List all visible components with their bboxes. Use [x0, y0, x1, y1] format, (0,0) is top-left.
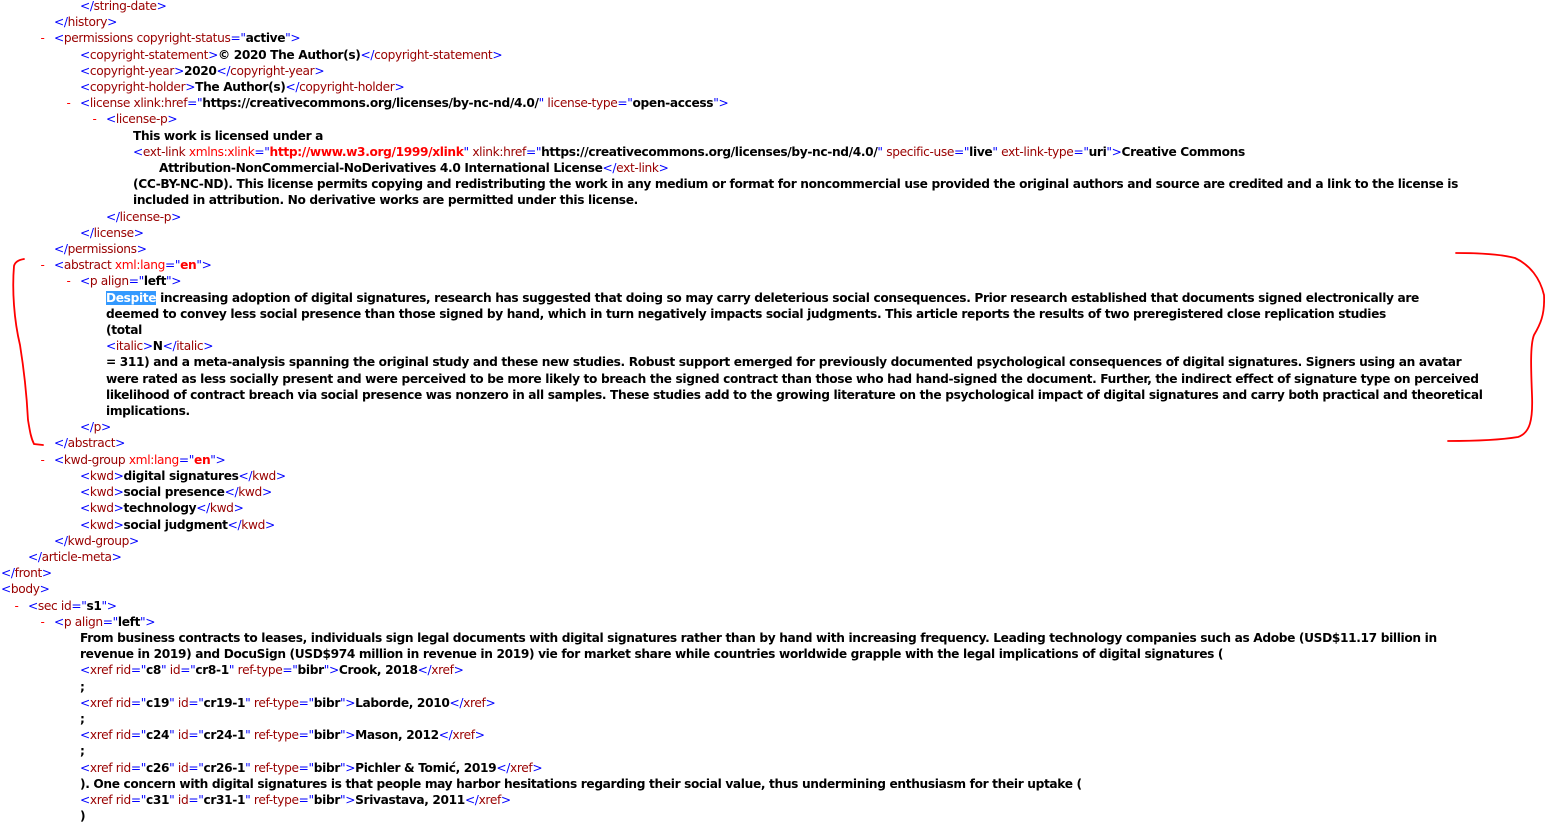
- attr-value: c8: [145, 663, 161, 678]
- xml-node-permissions: - <permissions copyright-status="active">: [39, 31, 301, 46]
- text-content: N: [152, 339, 163, 354]
- tag-name: license-p: [115, 112, 168, 127]
- xml-node-xref: <xref rid="c19" id="cr19-1" ref-type="bibr">Laborde, 2010</xref>: [80, 695, 496, 710]
- collapse-toggle[interactable]: -: [39, 452, 46, 467]
- tag-name: history: [67, 15, 108, 30]
- tag-name: string-date: [93, 0, 157, 13]
- xml-line-kwd-group-close: </kwd-group>: [54, 533, 139, 548]
- attr-name: xlink:href: [472, 144, 526, 159]
- xml-text-line: [0, 176, 1545, 208]
- attr-name: ref-type: [253, 792, 299, 807]
- attr-name: align: [74, 614, 103, 629]
- citation-text: Laborde, 2010: [355, 695, 450, 710]
- xml-node-kwd-group: - <kwd-group xml:lang="en">: [39, 452, 226, 467]
- attr-name: xlink:href: [133, 96, 188, 111]
- attr-value: bibr: [313, 695, 340, 710]
- text-content: 2020: [183, 63, 217, 78]
- tag-name: xref: [89, 728, 113, 743]
- tag-name: p: [89, 274, 98, 289]
- tag-name: kwd: [252, 468, 276, 483]
- tag-name: kwd-group: [67, 533, 130, 548]
- tag-name: kwd: [89, 501, 114, 516]
- xml-node-ext-link: <ext-link xmlns:xlink="http://www.w3.org/1999/xlink" xlink:href="https://creativecommons.org/licenses/by-nc-nd/4.0/" specific-use="live" ext-link-type="uri">Creative Commons: [133, 144, 1245, 159]
- attr-name: id: [177, 695, 189, 710]
- attr-name: copyright-status: [136, 31, 231, 46]
- attr-value: cr8-1: [195, 663, 229, 678]
- xml-node-abstract: - <abstract xml:lang="en">: [39, 258, 212, 273]
- abstract-text: [0, 354, 1545, 419]
- attr-name: id: [60, 598, 72, 613]
- xml-node-xref: <xref rid="c31" id="cr31-1" ref-type="bibr">Srivastava, 2011</xref>: [80, 792, 511, 807]
- attr-value: cr26-1: [203, 760, 246, 775]
- tag-name: p: [93, 420, 102, 435]
- xml-node-copyright-statement: <copyright-statement>© 2020 The Author(s)</copyright-statement>: [80, 47, 503, 62]
- text-content: The Author(s): [195, 80, 286, 95]
- attr-name: rid: [115, 792, 131, 807]
- xml-node-license-p: - <license-p>: [91, 112, 178, 127]
- tag-name: kwd: [89, 485, 114, 500]
- attr-name: xml:lang: [114, 258, 165, 273]
- tag-name: ext-link: [142, 144, 186, 159]
- collapse-toggle[interactable]: -: [13, 598, 20, 613]
- xml-text-line: [0, 679, 1545, 695]
- citation-text: Pichler & Tomić, 2019: [355, 760, 497, 775]
- text-content: ;: [80, 711, 85, 726]
- xml-node-p: - <p align="left">: [39, 614, 156, 629]
- keyword: digital signatures: [123, 468, 239, 483]
- tag-name: license-p: [119, 209, 172, 224]
- attr-value: live: [969, 144, 993, 159]
- xml-line-license-close: </license>: [80, 225, 144, 240]
- attr-value: bibr: [313, 728, 340, 743]
- tag-name: copyright-year: [89, 63, 175, 78]
- citation-text: Mason, 2012: [355, 728, 439, 743]
- keyword: social presence: [123, 485, 225, 500]
- attr-value: cr31-1: [203, 792, 246, 807]
- xml-text-line: [0, 711, 1545, 727]
- collapse-toggle[interactable]: -: [39, 614, 46, 629]
- xml-line-license-p-close: </license-p>: [106, 209, 182, 224]
- attr-name: rid: [115, 663, 131, 678]
- tag-name: p: [63, 614, 72, 629]
- text-content: ;: [80, 744, 85, 759]
- xml-line-p-close: </p>: [80, 420, 111, 435]
- tag-name: xref: [478, 792, 501, 807]
- tag-name: xref: [89, 695, 113, 710]
- citation-text: Srivastava, 2011: [355, 792, 465, 807]
- attr-value: left: [117, 614, 141, 629]
- xml-line-abstract-close: </abstract>: [54, 436, 125, 451]
- xml-node-p: - <p align="left">: [65, 274, 182, 289]
- tag-name: body: [10, 582, 40, 597]
- attr-name: id: [177, 760, 189, 775]
- collapse-toggle[interactable]: -: [91, 112, 98, 127]
- attr-name: id: [177, 728, 189, 743]
- tag-name: ext-link: [616, 161, 659, 176]
- text-content: © 2020 The Author(s): [218, 47, 361, 62]
- collapse-toggle[interactable]: -: [65, 274, 72, 289]
- xml-node-body: <body>: [1, 582, 50, 597]
- attr-value: en: [194, 452, 211, 467]
- tag-name: kwd-group: [63, 452, 126, 467]
- attr-value: http://www.w3.org/1999/xlink: [269, 144, 464, 159]
- xml-node-xref: <xref rid="c8" id="cr8-1" ref-type="bibr">Crook, 2018</xref>: [80, 663, 464, 678]
- xml-text-line: [0, 743, 1545, 759]
- attr-name: id: [169, 663, 181, 678]
- tag-name: xref: [463, 695, 486, 710]
- attr-value: left: [143, 274, 167, 289]
- tag-name: permissions: [63, 31, 133, 46]
- tag-name: copyright-statement: [374, 47, 493, 62]
- attr-name: align: [100, 274, 129, 289]
- attr-value: cr24-1: [203, 728, 246, 743]
- tag-name: xref: [89, 760, 113, 775]
- attr-value: c26: [145, 760, 170, 775]
- tag-name: sec: [37, 598, 58, 613]
- tag-name: kwd: [89, 517, 114, 532]
- xml-node-kwd: <kwd>social judgment</kwd>: [80, 517, 275, 532]
- text-content: Creative Commons: [1121, 144, 1245, 159]
- body-text: [0, 630, 1545, 662]
- xml-node-sec: - <sec id="s1">: [13, 598, 117, 613]
- attr-name: specific-use: [886, 144, 955, 159]
- attr-name: rid: [115, 728, 131, 743]
- tag-name: copyright-holder: [299, 80, 395, 95]
- attr-name: rid: [115, 695, 131, 710]
- attr-name: license-type: [547, 96, 618, 111]
- tag-name: abstract: [67, 436, 116, 451]
- xml-node-license: - <license xlink:href="https://creativecommons.org/licenses/by-nc-nd/4.0/" license-type="open-access">: [65, 96, 729, 111]
- attr-value: bibr: [313, 792, 340, 807]
- citation-text: Crook, 2018: [338, 663, 418, 678]
- attr-value: open-access: [632, 96, 714, 111]
- attr-value: active: [245, 31, 286, 46]
- tag-name: permissions: [67, 242, 137, 257]
- text-content: increasing adoption of digital signatures, research has suggested that doing so may carry deleterious social consequences. Prior research established that documents signed electronically are deemed to convey less social presence than those signed by hand, which in turn negatively impacts social judgments. This article reports the results of two preregistered close replication studies (total: [106, 290, 1419, 338]
- text-content: (CC-BY-NC-ND). This license permits copying and redistributing the work in any medium or format for noncommercial use provided the original authors and source are credited and a link to the license is included in attribution. No derivative works are permitted under this license.: [133, 177, 1459, 208]
- text-content: From business contracts to leases, individuals sign legal documents with digital signatures rather than by hand with increasing frequency. Leading technology companies such as Adobe (USD$11.17 billion in revenue in 2019) and DocuSign (USD$974 million in revenue in 2019) vie for market share while countries worldwide grapple with the legal implications of digital signatures (: [80, 630, 1437, 662]
- attr-value: cr19-1: [203, 695, 246, 710]
- tag-name: copyright-statement: [89, 47, 209, 62]
- tag-name: kwd: [89, 468, 114, 483]
- xml-node-italic: <italic>N</italic>: [106, 339, 214, 354]
- tag-name: front: [14, 566, 42, 581]
- attr-value: s1: [86, 598, 102, 613]
- tag-name: italic: [115, 339, 143, 354]
- xml-line-front-close: </front>: [1, 566, 52, 581]
- attr-value: en: [180, 258, 197, 273]
- link-url: https://creativecommons.org/licenses/by-nc-nd/4.0/: [541, 144, 878, 159]
- tag-name: license: [89, 96, 130, 111]
- attr-name: id: [177, 792, 189, 807]
- attr-name: ref-type: [253, 695, 299, 710]
- tag-name: xref: [89, 663, 113, 678]
- attr-value: c31: [145, 792, 170, 807]
- collapse-toggle[interactable]: -: [65, 96, 72, 111]
- xml-text-line: Attribution-NonCommercial-NoDerivatives 4.0 International License</ext-link>: [159, 161, 669, 176]
- text-content: ). One concern with digital signatures is that people may harbor hesitations regarding their social value, thus undermining enthusiasm for their uptake (: [80, 776, 1082, 791]
- attr-name: xml:lang: [128, 452, 179, 467]
- collapse-toggle[interactable]: -: [39, 258, 46, 273]
- tag-name: xref: [89, 792, 113, 807]
- xml-node-xref: <xref rid="c26" id="cr26-1" ref-type="bibr">Pichler & Tomić, 2019</xref>: [80, 760, 543, 775]
- xml-node-kwd: <kwd>digital signatures</kwd>: [80, 468, 286, 483]
- text-content: Attribution-NonCommercial-NoDerivatives 4.0 International License: [159, 161, 603, 176]
- attr-value: https://creativecommons.org/licenses/by-nc-nd/4.0/: [202, 96, 539, 111]
- attr-name: ext-link-type: [1001, 144, 1074, 159]
- tag-name: kwd: [238, 485, 262, 500]
- keyword: technology: [123, 501, 197, 516]
- keyword: social judgment: [123, 517, 228, 532]
- text-content: = 311) and a meta-analysis spanning the original study and these new studies. Robust support emerged for previously documented psychological consequences of digital signatures. Signers using an avatar were rated as less socially present and were perceived to be more likely to breach the signed contract than those who had hand-signed the document. Further, the indirect effect of signature type on perceived likelihood of contract breach via social presence was nonzero in all samples. These studies add to the growing literature on the psychological impact of digital signatures and carry both practical and theoretical implications.: [106, 355, 1483, 419]
- attr-name: rid: [115, 760, 131, 775]
- attr-name: ref-type: [253, 760, 299, 775]
- attr-value: bibr: [297, 663, 324, 678]
- tag-name: copyright-holder: [89, 80, 186, 95]
- xml-node-kwd: <kwd>social presence</kwd>: [80, 485, 272, 500]
- tag-name: italic: [176, 339, 204, 354]
- xml-text-line: [0, 128, 1545, 144]
- attr-value: c19: [145, 695, 170, 710]
- text-content: This work is licensed under a: [133, 128, 324, 143]
- xml-text-line: ): [80, 809, 86, 824]
- attr-value: uri: [1088, 144, 1107, 159]
- tag-name: copyright-year: [230, 63, 315, 78]
- tag-name: xref: [509, 760, 533, 775]
- tag-name: license: [93, 225, 134, 240]
- tag-name: article-meta: [41, 549, 112, 564]
- attr-name: ref-type: [237, 663, 283, 678]
- abstract-text: [0, 290, 1545, 339]
- body-text: [0, 776, 1545, 792]
- tag-name: kwd: [241, 517, 266, 532]
- xml-line-history-close: </history>: [54, 15, 117, 30]
- tag-name: kwd: [209, 501, 234, 516]
- xml-node-kwd: <kwd>technology</kwd>: [80, 501, 244, 516]
- xml-node-xref: <xref rid="c24" id="cr24-1" ref-type="bibr">Mason, 2012</xref>: [80, 728, 485, 743]
- attr-name: xmlns:xlink: [188, 144, 255, 159]
- xml-line-permissions-close: </permissions>: [54, 242, 147, 257]
- tag-name: xref: [452, 728, 475, 743]
- attr-value: c24: [145, 728, 170, 743]
- selected-text[interactable]: Despite: [106, 290, 157, 305]
- attr-name: ref-type: [253, 728, 299, 743]
- text-content: ;: [80, 679, 85, 694]
- collapse-toggle[interactable]: -: [39, 31, 46, 46]
- xml-node-copyright-year: <copyright-year>2020</copyright-year>: [80, 63, 325, 78]
- tag-name: xref: [431, 663, 454, 678]
- tag-name: abstract: [63, 258, 112, 273]
- xml-line-string-date-close: </string-date>: [80, 0, 167, 13]
- xml-node-copyright-holder: <copyright-holder>The Author(s)</copyright-holder>: [80, 80, 405, 95]
- xml-line-article-meta-close: </article-meta>: [28, 549, 122, 564]
- attr-value: bibr: [313, 760, 340, 775]
